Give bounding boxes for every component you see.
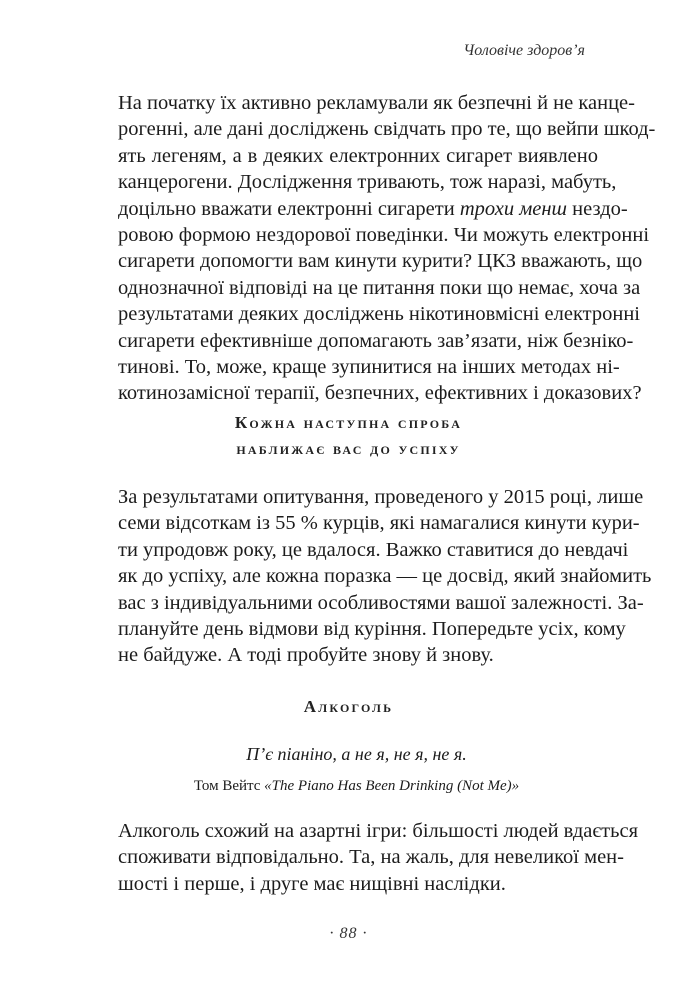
section-heading-alcohol: Алкоголь (303, 697, 394, 716)
text-line: плануйте день відмови від куріння. Попередьте усіх, кому (118, 618, 626, 641)
paragraph-survey-results (118, 484, 652, 669)
text-line: ровою формою нездорової поведінки. Чи можуть електронні (118, 224, 650, 247)
text-line: споживати відповідально. Та, на жаль, для невеликої мен- (118, 846, 624, 869)
text-line: як до успіху, але кожна поразка — це досвід, який знайомить (118, 565, 652, 588)
epigraph-author: Том Вейтс (193, 778, 265, 794)
text-line: За результатами опитування, проведеного у 2015 році, лише (118, 486, 644, 508)
epigraph-quote: П’є піаніно, а не я, не я, не я. (246, 744, 467, 764)
text-line: На початку їх активно рекламували як безпечні й не канце- (118, 92, 635, 114)
text-line: Алкоголь схожий на азартні ігри: більшості людей вдається (118, 820, 639, 842)
heading-line: Кожна наступна спроба (234, 413, 463, 432)
page-number: · 88 · (329, 925, 368, 942)
epigraph-source (8, 778, 697, 795)
paragraph-electronic-cigarettes (118, 90, 656, 407)
text-line: результатами деяких досліджень нікотиновмісні електронні (118, 303, 640, 326)
text-line: сигарети допомогти вам кинути курити? ЦКЗ вважають, що (118, 250, 643, 273)
text-line: однозначної відповіді на це питання поки що немає, хоча за (118, 276, 641, 299)
text-line: сигарети ефективніше допомагають зав’язати, ніж безніко- (118, 329, 634, 352)
text-line: рогенні, але дані досліджень свідчать про те, що вейпи шкод- (118, 118, 656, 141)
text-line: вас з індивідуальними особливостями вашої залежності. За- (118, 591, 644, 614)
text-segment: нездо- (567, 197, 628, 220)
text-line: котинозамісної терапії, безпечних, ефективних і доказових? (118, 382, 642, 405)
text-line: ти упродовж року, це вдалося. Важко ставитися до невдачі (118, 538, 629, 561)
epigraph-title: «The Piano Has Been Drinking (Not Me)» (264, 778, 520, 794)
paragraph-alcohol (118, 818, 639, 897)
text-line: шості і перше, і друге має нищівні наслідки. (118, 872, 506, 895)
text-line: канцерогени. Дослідження тривають, тож наразі, мабуть, (118, 171, 617, 194)
text-line (118, 196, 628, 222)
running-head: Чоловіче здоров’я (463, 42, 585, 59)
text-line: тинові. То, може, краще зупинитися на інших методах ні- (118, 356, 620, 379)
emphasis-text: трохи менш (459, 197, 568, 220)
text-line: не байдуже. А тоді пробуйте знову й знову. (118, 644, 494, 667)
text-line: семи відсоткам із 55 % курців, які намагалися кинути кури- (118, 512, 640, 535)
text-segment: доцільно вважати електронні сигарети (118, 197, 460, 220)
section-heading-each-attempt (0, 410, 697, 462)
text-line: ять легеням, а в деяких електронних сигарет виявлено (118, 144, 598, 167)
heading-line: наближає вас до успіху (236, 439, 461, 458)
